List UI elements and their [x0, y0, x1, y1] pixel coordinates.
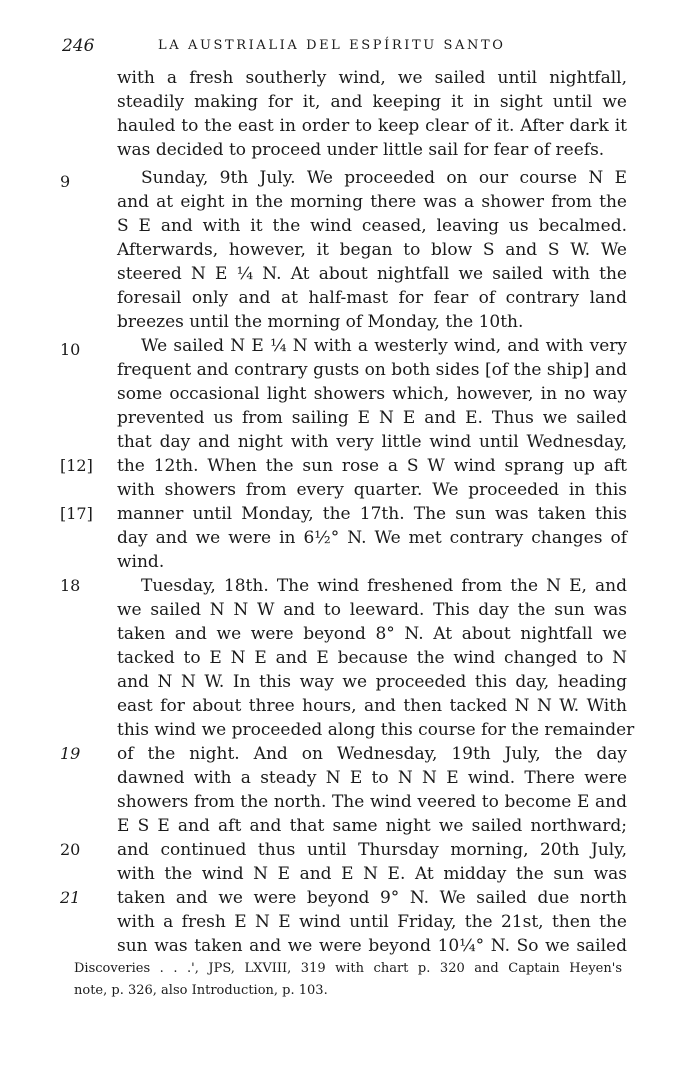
text-line: taken and we were beyond 8° N. At about nightfall we: [117, 624, 627, 644]
text-line: hauled to the east in order to keep clear of it. After dark it: [117, 116, 627, 136]
text-line: taken and we were beyond 9° N. We sailed due north: [117, 888, 627, 908]
text-line: prevented us from sailing E N E and E. Thus we sailed: [117, 408, 627, 428]
text-line: and continued thus until Thursday morning, 20th July,: [117, 840, 627, 860]
running-head: LA AUSTRIALIA DEL ESPÍRITU SANTO: [158, 38, 506, 53]
text-line: showers from the north. The wind veered to become E and: [117, 792, 627, 812]
text-line: dawned with a steady N E to N N E wind. There were: [117, 768, 627, 788]
text-line: We sailed N E ¼ N with a westerly wind, and with very: [141, 336, 627, 356]
text-line: that day and night with very little wind until Wednesday,: [117, 432, 627, 452]
margin-note: 20: [60, 840, 81, 859]
text-line: day and we were in 6½° N. We met contrary changes of: [117, 528, 627, 548]
text-line: of the night. And on Wednesday, 19th July, the day: [117, 744, 627, 764]
text-line: we sailed N N W and to leeward. This day the sun was: [117, 600, 627, 620]
text-line: with a fresh southerly wind, we sailed until nightfall,: [117, 68, 627, 88]
text-line: this wind we proceeded along this course for the remainder: [117, 720, 635, 740]
text-line: steered N E ¼ N. At about nightfall we sailed with the: [117, 264, 627, 284]
text-line: the 12th. When the sun rose a S W wind sprang up aft: [117, 456, 627, 476]
text-line: foresail only and at half-mast for fear of contrary land: [117, 288, 627, 308]
text-line: Afterwards, however, it began to blow S and S W. We: [117, 240, 627, 260]
text-line: with a fresh E N E wind until Friday, the 21st, then the: [117, 912, 627, 932]
margin-note: 18: [60, 576, 81, 595]
footnote-line: note, p. 326, also Introduction, p. 103.: [74, 983, 328, 998]
margin-note: [17]: [60, 504, 93, 523]
margin-note: 10: [60, 340, 81, 359]
margin-note: [12]: [60, 456, 93, 475]
text-line: with the wind N E and E N E. At midday the sun was: [117, 864, 627, 884]
text-line: E S E and aft and that same night we sailed northward;: [117, 816, 627, 836]
page-header: [62, 36, 622, 60]
text-line: Sunday, 9th July. We proceeded on our course N E: [141, 168, 627, 188]
text-line: was decided to proceed under little sail for fear of reefs.: [117, 140, 605, 160]
footnote-line: Discoveries . . .', JPS, LXVIII, 319 with chart p. 320 and Captain Heyen's: [74, 961, 622, 976]
text-line: frequent and contrary gusts on both sides [of the ship] and: [117, 360, 627, 380]
page-number: 246: [62, 36, 95, 56]
text-line: with showers from every quarter. We proceeded in this: [117, 480, 627, 500]
text-line: sun was taken and we were beyond 10¼° N. So we sailed: [117, 936, 627, 956]
text-line: breezes until the morning of Monday, the 10th.: [117, 312, 524, 332]
text-line: and at eight in the morning there was a shower from the: [117, 192, 627, 212]
margin-note: 21: [60, 888, 81, 907]
margin-note: 9: [60, 172, 71, 191]
text-line: manner until Monday, the 17th. The sun was taken this: [117, 504, 627, 524]
margin-note: 19: [60, 744, 81, 763]
text-line: some occasional light showers which, however, in no way: [117, 384, 627, 404]
text-line: wind.: [117, 552, 165, 572]
text-line: tacked to E N E and E because the wind changed to N: [117, 648, 627, 668]
text-line: and N N W. In this way we proceeded this day, heading: [117, 672, 627, 692]
text-line: steadily making for it, and keeping it in sight until we: [117, 92, 627, 112]
text-line: Tuesday, 18th. The wind freshened from the N E, and: [141, 576, 627, 596]
text-line: east for about three hours, and then tacked N N W. With: [117, 696, 627, 716]
text-line: S E and with it the wind ceased, leaving us becalmed.: [117, 216, 627, 236]
